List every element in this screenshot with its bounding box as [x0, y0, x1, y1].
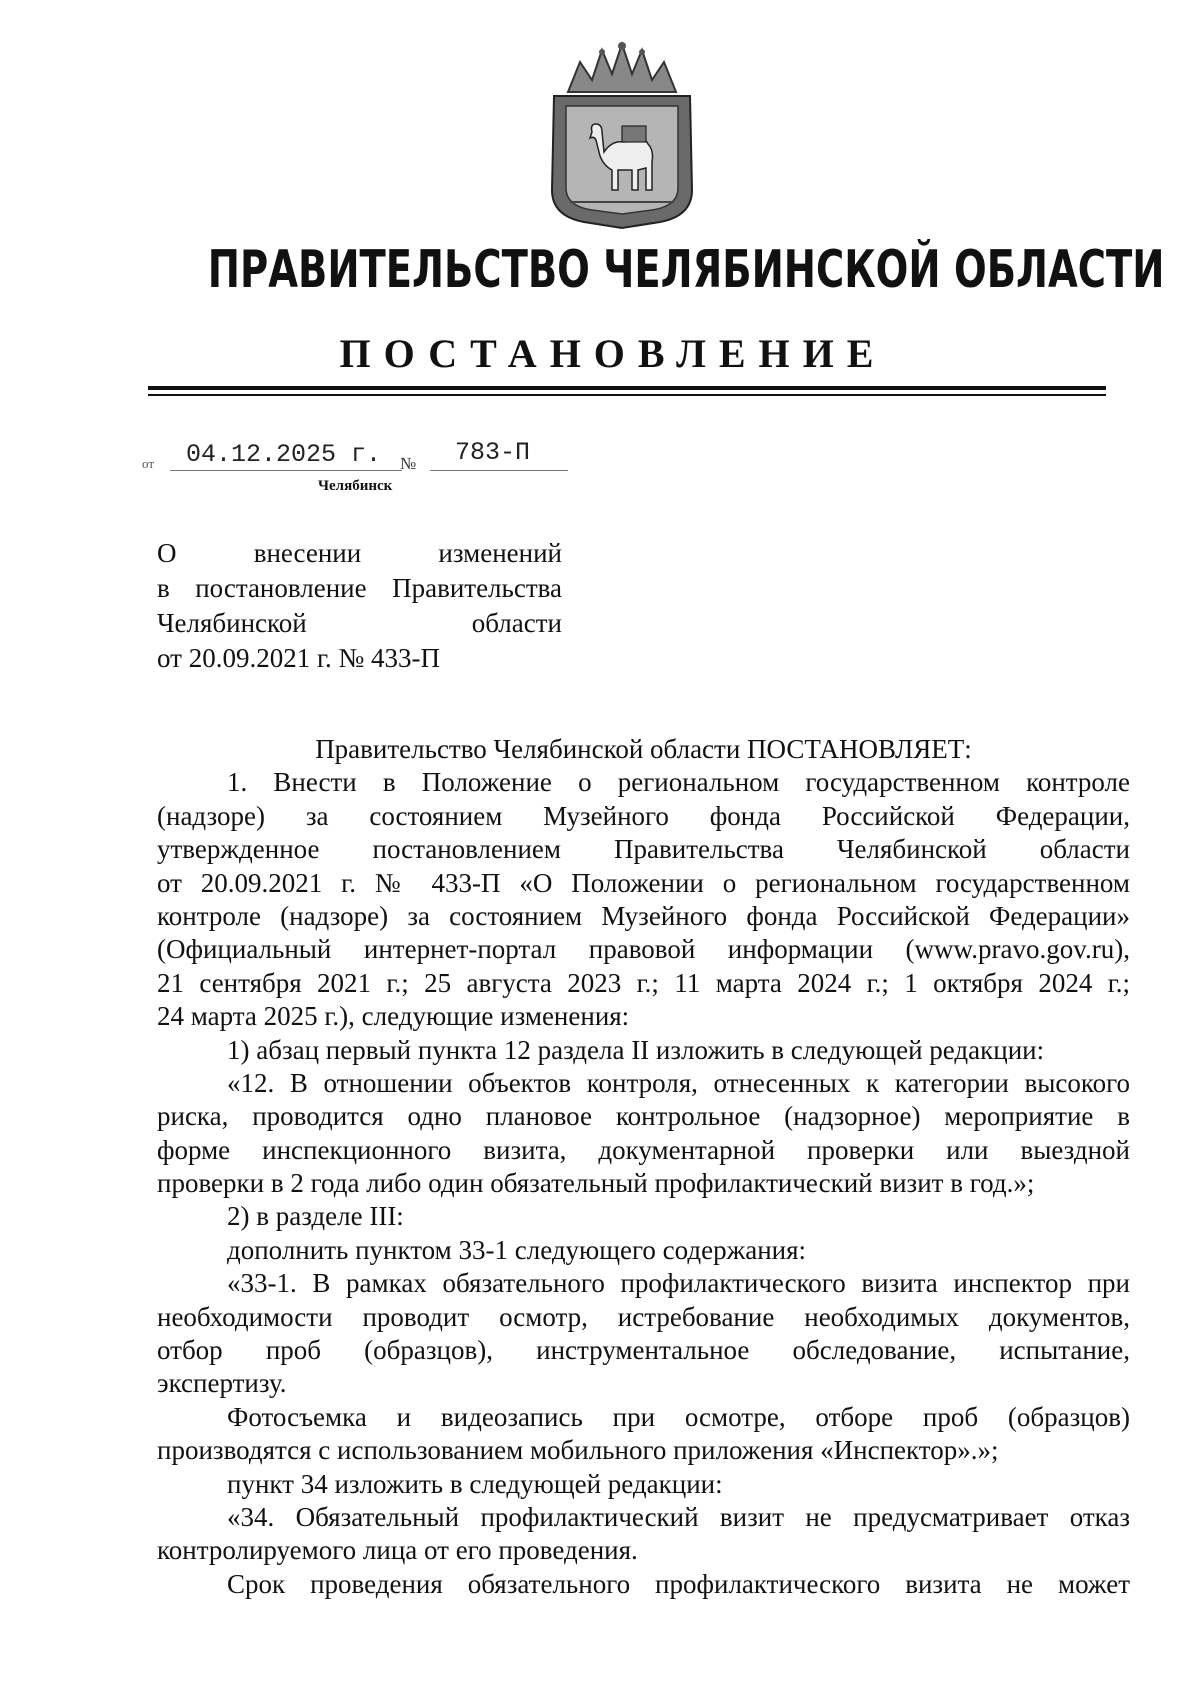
- subject-line: О внесении изменений: [157, 538, 562, 568]
- document-type-title: ПОСТАНОВЛЕНИЕ: [339, 331, 887, 376]
- body-line: 1) абзац первый пункта 12 раздела II изложить в следующей редакции:: [227, 1034, 1045, 1065]
- number-underline: [430, 470, 568, 471]
- document-number: 783-П: [455, 438, 531, 467]
- body-line: необходимости проводит осмотр, истребование необходимых документов,: [157, 1301, 1130, 1332]
- body-line: «33-1. В рамках обязательного профилактического визита инспектор при: [227, 1268, 1130, 1299]
- body-line: «34. Обязательный профилактический визит не предусматривает отказ: [227, 1501, 1130, 1532]
- header-divider-thin: [148, 394, 1106, 396]
- subject-line: от 20.09.2021 г. № 433-П: [157, 643, 440, 673]
- body-line: Срок проведения обязательного профилактического визита не может: [227, 1568, 1130, 1599]
- body-line: (надзоре) за состоянием Музейного фонда Российской Федерации,: [157, 800, 1130, 831]
- body-line: дополнить пунктом 33-1 следующего содержания:: [227, 1234, 807, 1265]
- header-divider-thick: [148, 386, 1106, 390]
- date-underline: [170, 470, 402, 471]
- body-line: 24 марта 2025 г.), следующие изменения:: [157, 1001, 630, 1032]
- body-line: контролируемого лица от его проведения.: [157, 1535, 638, 1566]
- document-subject: [157, 536, 562, 676]
- body-line: «12. В отношении объектов контроля, отнесенных к категории высокого: [227, 1067, 1130, 1098]
- subject-line: Челябинской области: [157, 608, 562, 638]
- body-line: утвержденное постановлением Правительства Челябинской области: [157, 834, 1130, 865]
- body-line: контроле (надзоре) за состоянием Музейного фонда Российской Федерации»: [157, 900, 1130, 931]
- body-line: производятся с использованием мобильного приложения «Инспектор».»;: [157, 1435, 999, 1466]
- document-body: [157, 733, 1130, 1601]
- resolution-preamble: Правительство Челябинской области ПОСТАНОВЛЯЕТ:: [315, 734, 972, 764]
- body-line: от 20.09.2021 г. № 433-П «О Положении о региональном государственном: [157, 867, 1130, 898]
- number-sign-label: №: [400, 454, 417, 473]
- body-line: форме инспекционного визита, документарной проверки или выездной: [157, 1134, 1130, 1165]
- body-line: экспертизу.: [157, 1368, 287, 1399]
- chelyabinsk-coat-of-arms-icon: [540, 40, 705, 230]
- date-prefix-label: от: [142, 456, 155, 471]
- government-title: ПРАВИТЕЛЬСТВО ЧЕЛЯБИНСКОЙ ОБЛАСТИ: [207, 240, 1165, 300]
- body-line: проверки в 2 года либо один обязательный профилактический визит в год.»;: [157, 1168, 1035, 1199]
- body-line: 2) в разделе III:: [227, 1201, 404, 1232]
- subject-line: в постановление Правительства: [157, 573, 562, 603]
- body-line: (Официальный интернет-портал правовой информации (www.pravo.gov.ru),: [157, 934, 1130, 965]
- body-line: 1. Внести в Положение о региональном государственном контроле: [227, 767, 1130, 798]
- body-line: риска, проводится одно плановое контрольное (надзорное) мероприятие в: [157, 1101, 1130, 1132]
- body-line: отбор проб (образцов), инструментальное обследование, испытание,: [157, 1335, 1130, 1366]
- body-line: Фотосъемка и видеозапись при осмотре, отборе проб (образцов): [227, 1401, 1130, 1432]
- body-line: пункт 34 изложить в следующей редакции:: [227, 1468, 723, 1499]
- document-city: Челябинск: [318, 478, 393, 494]
- body-line: 21 сентября 2021 г.; 25 августа 2023 г.; 11 марта 2024 г.; 1 октября 2024 г.;: [157, 967, 1130, 998]
- document-date: 04.12.2025 г.: [186, 440, 382, 469]
